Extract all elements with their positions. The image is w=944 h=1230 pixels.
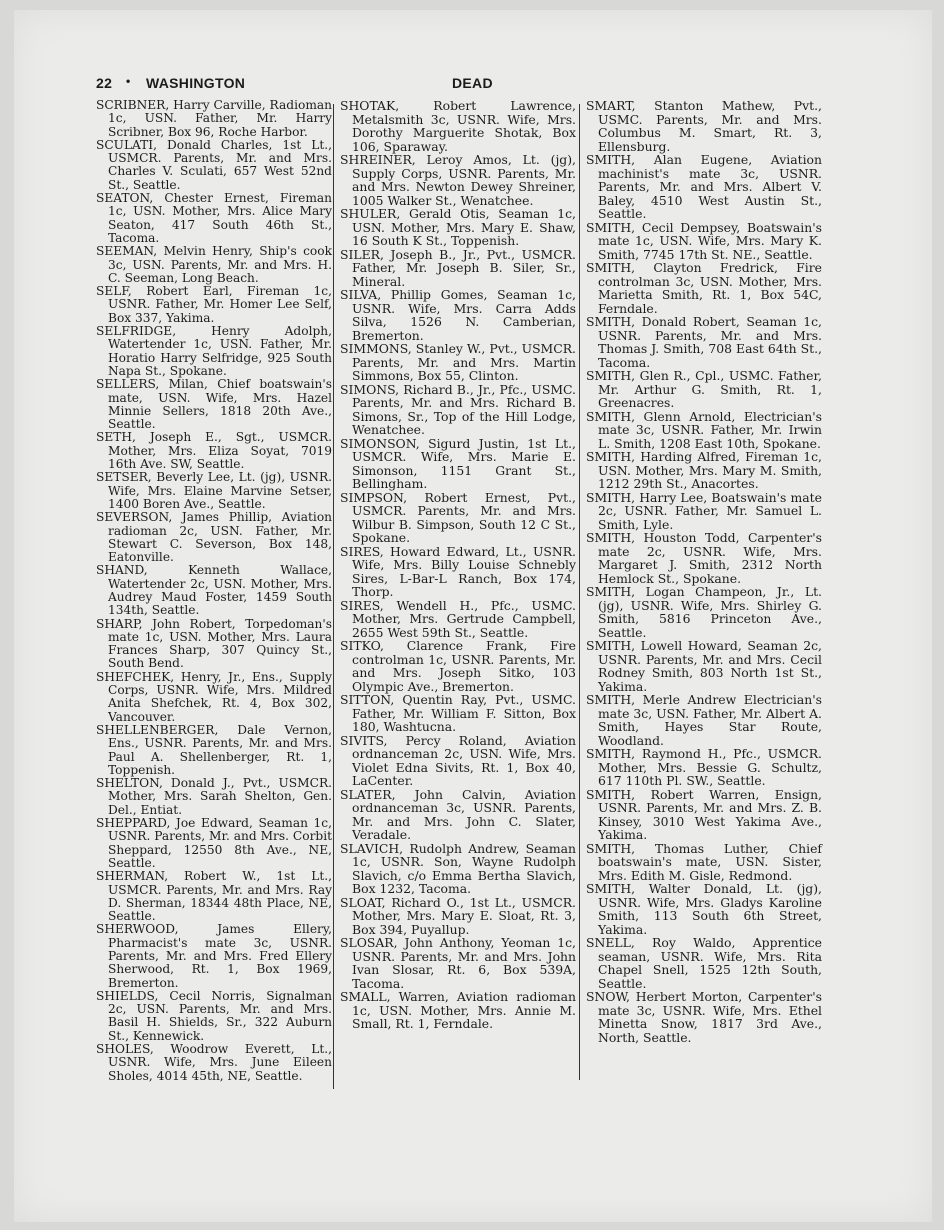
casualty-entry: SILVA, Phillip Gomes, Seaman 1c, USNR. Wife, Mrs. Carra Adds Silva, 1526 N. Camberian, Bremerton. (340, 287, 576, 343)
casualty-entry: SHERWOOD, James Ellery, Pharmacist's mate 3c, USNR. Parents, Mr. and Mrs. Fred Ellery Sherwood, Rt. 1, Box 1969, Bremerton. (96, 922, 332, 990)
casualty-entry: SHELTON, Donald J., Pvt., USMCR. Mother, Mrs. Sarah Shelton, Gen. Del., Entiat. (96, 776, 332, 817)
casualty-entry: SELLERS, Milan, Chief boatswain's mate, USN. Wife, Mrs. Hazel Minnie Sellers, 1818 20th Ave., Seattle. (96, 377, 332, 432)
casualty-entry: SIRES, Wendell H., Pfc., USMC. Mother, Mrs. Gertrude Campbell, 2655 West 59th St., Seattle. (340, 597, 576, 640)
page-header (96, 75, 836, 95)
casualty-entry: SNOW, Herbert Morton, Carpenter's mate 3c, USNR. Wife, Mrs. Ethel Minetta Snow, 1817 3rd Ave., North, Seattle. (586, 989, 822, 1045)
casualty-entry: SMITH, Raymond H., Pfc., USMCR. Mother, Mrs. Bessie G. Schultz, 617 110th Pl. SW., Seattle. (586, 746, 822, 788)
casualty-entry: SHARP, John Robert, Torpedoman's mate 1c, USN. Mother, Mrs. Laura Frances Sharp, 307 Quincy St., South Bend. (96, 616, 332, 671)
casualty-entry: SETH, Joseph E., Sgt., USMCR. Mother, Mrs. Eliza Soyat, 7019 16th Ave. SW, Seattle. (96, 430, 332, 472)
column-divider (333, 104, 334, 1089)
casualty-entry: SEATON, Chester Ernest, Fireman 1c, USN. Mother, Mrs. Alice Mary Seaton, 417 South 46th St., Tacoma. (96, 191, 332, 245)
casualty-entry: SMITH, Harry Lee, Boatswain's mate 2c, USNR. Father, Mr. Samuel L. Smith, Lyle. (586, 489, 822, 532)
column-3 (586, 99, 822, 1044)
casualty-entry: SHULER, Gerald Otis, Seaman 1c, USN. Mother, Mrs. Mary E. Shaw, 16 South K St., Toppenish. (340, 206, 576, 248)
casualty-entry: SHELLENBERGER, Dale Vernon, Ens., USNR. Parents, Mr. and Mrs. Paul A. Shellenberger, Rt. 1, Toppenish. (96, 722, 332, 777)
casualty-entry: SMITH, Logan Champeon, Jr., Lt. (jg), USNR. Wife, Mrs. Shirley G. Smith, 5816 Princeton Ave., Seattle. (586, 584, 822, 640)
casualty-entry: SMITH, Glen R., Cpl., USMC. Father, Mr. Arthur G. Smith, Rt. 1, Greenacres. (586, 368, 822, 410)
section-title: DEAD (452, 75, 493, 91)
casualty-entry: SMALL, Warren, Aviation radioman 1c, USN. Mother, Mrs. Annie M. Small, Rt. 1, Ferndale. (340, 989, 576, 1031)
casualty-entry: SHOTAK, Robert Lawrence, Metalsmith 3c, USNR. Wife, Mrs. Dorothy Marguerite Shotak, Box 106, Sparaway. (340, 98, 576, 154)
casualty-entry: SEVERSON, James Phillip, Aviation radioman 2c, USN. Father, Mr. Stewart C. Severson, Box 148, Eatonville. (96, 510, 332, 565)
column-2 (340, 99, 576, 1031)
casualty-entry: SMITH, Harding Alfred, Fireman 1c, USN. Mother, Mrs. Mary M. Smith, 1212 29th St., Anacortes. (586, 449, 822, 491)
casualty-entry: SMITH, Donald Robert, Seaman 1c, USNR. Parents, Mr. and Mrs. Thomas J. Smith, 708 East 64th St., Tacoma. (586, 314, 822, 370)
header-bullet: • (126, 74, 131, 88)
column-divider (579, 104, 580, 1080)
casualty-entry: SIMMONS, Stanley W., Pvt., USMCR. Parents, Mr. and Mrs. Martin Simmons, Box 55, Clinton. (340, 341, 576, 383)
casualty-entry: SITTON, Quentin Ray, Pvt., USMC. Father, Mr. William F. Sitton, Box 180, Washtucna. (340, 692, 576, 734)
casualty-entry: SIMONSON, Sigurd Justin, 1st Lt., USMCR. Wife, Mrs. Marie E. Simonson, 1151 Grant St., Bellingham. (340, 435, 576, 491)
casualty-entry: SELF, Robert Earl, Fireman 1c, USNR. Father, Mr. Homer Lee Self, Box 337, Yakima. (96, 284, 332, 325)
casualty-entry: SIMONS, Richard B., Jr., Pfc., USMC. Parents, Mr. and Mrs. Richard B. Simons, Sr., Top of the Hill Lodge, Wenatchee. (340, 381, 576, 437)
casualty-entry: SCULATI, Donald Charles, 1st Lt., USMCR. Parents, Mr. and Mrs. Charles V. Sculati, 657 West 52nd St., Seattle. (96, 137, 332, 192)
casualty-entry: SHIELDS, Cecil Norris, Signalman 2c, USN. Parents, Mr. and Mrs. Basil H. Shields, Sr., 322 Auburn St., Kennewick. (96, 988, 332, 1043)
casualty-entry: SMITH, Clayton Fredrick, Fire controlman 3c, USN. Mother, Mrs. Marietta Smith, Rt. 1, Box 54C, Ferndale. (586, 260, 822, 316)
casualty-entry: SLAVICH, Rudolph Andrew, Seaman 1c, USNR. Son, Wayne Rudolph Slavich, c/o Emma Bertha Slavich, Box 1232, Tacoma. (340, 840, 576, 896)
casualty-entry: SIMPSON, Robert Ernest, Pvt., USMCR. Parents, Mr. and Mrs. Wilbur B. Simpson, South 12 C St., Spokane. (340, 489, 576, 545)
state-name: WASHINGTON (146, 75, 246, 91)
casualty-entry: SHERMAN, Robert W., 1st Lt., USMCR. Parents, Mr. and Mrs. Ray D. Sherman, 18344 48th Place, NE, Seattle. (96, 869, 332, 924)
casualty-entry: SNELL, Roy Waldo, Apprentice seaman, USNR. Wife, Mrs. Rita Chapel Snell, 1525 12th South, Seattle. (586, 935, 822, 991)
column-1 (96, 99, 332, 1083)
casualty-entry: SMITH, Walter Donald, Lt. (jg), USNR. Wife, Mrs. Gladys Karoline Smith, 113 South 6th Street, Yakima. (586, 881, 822, 937)
casualty-entry: SMITH, Glenn Arnold, Electrician's mate 3c, USNR. Father, Mr. Irwin L. Smith, 1208 East 10th, Spokane. (586, 408, 822, 451)
casualty-entry: SHAND, Kenneth Wallace, Watertender 2c, USN. Mother, Mrs. Audrey Maud Foster, 1459 South 134th, Seattle. (96, 563, 332, 618)
casualty-entry: SHREINER, Leroy Amos, Lt. (jg), Supply Corps, USNR. Parents, Mr. and Mrs. Newton Dewey Shreiner, 1005 Walker St., Wenatchee. (340, 152, 576, 208)
casualty-entry: SMITH, Alan Eugene, Aviation machinist's mate 3c, USNR. Parents, Mr. and Mrs. Albert V. Baley, 4510 West Austin St., Seattle. (586, 152, 822, 221)
casualty-entry: SILER, Joseph B., Jr., Pvt., USMCR. Father, Mr. Joseph B. Siler, Sr., Mineral. (340, 246, 576, 289)
casualty-entry: SMART, Stanton Mathew, Pvt., USMC. Parents, Mr. and Mrs. Columbus M. Smart, Rt. 3, Ellensburg. (586, 98, 822, 154)
casualty-entry: SIRES, Howard Edward, Lt., USNR. Wife, Mrs. Billy Louise Schnebly Sires, L-Bar-L Ranch, Box 174, Thorp. (340, 543, 576, 599)
casualty-entry: SHEPPARD, Joe Edward, Seaman 1c, USNR. Parents, Mr. and Mrs. Corbit Sheppard, 12550 8th Ave., NE, Seattle. (96, 816, 332, 870)
casualty-entry: SCRIBNER, Harry Carville, Radioman 1c, USN. Father, Mr. Harry Scribner, Box 96, Roche Harbor. (96, 98, 332, 139)
casualty-entry: SIVITS, Percy Roland, Aviation ordnanceman 2c, USN. Wife, Mrs. Violet Edna Sivits, Rt. 1, Box 40, LaCenter. (340, 732, 576, 788)
casualty-entry: SLOAT, Richard O., 1st Lt., USMCR. Mother, Mrs. Mary E. Sloat, Rt. 3, Box 394, Puyallup. (340, 894, 576, 937)
casualty-entry: SMITH, Thomas Luther, Chief boatswain's mate, USN. Sister, Mrs. Edith M. Gisle, Redmond. (586, 840, 822, 883)
casualty-entry: SETSER, Beverly Lee, Lt. (jg), USNR. Wife, Mrs. Elaine Marvine Setser, 1400 Boren Ave., Seattle. (96, 470, 332, 511)
casualty-entry: SLATER, John Calvin, Aviation ordnanceman 3c, USNR. Parents, Mr. and Mrs. John C. Slater, Veradale. (340, 786, 576, 842)
casualty-entry: SHOLES, Woodrow Everett, Lt., USNR. Wife, Mrs. June Eileen Sholes, 4014 45th, NE, Seattle. (96, 1042, 332, 1083)
casualty-entry: SMITH, Cecil Dempsey, Boatswain's mate 1c, USN. Wife, Mrs. Mary K. Smith, 7745 17th St. NE., Seattle. (586, 219, 822, 262)
casualty-entry: SHEFCHEK, Henry, Jr., Ens., Supply Corps, USNR. Wife, Mrs. Mildred Anita Shefchek, Rt. 4, Box 302, Vancouver. (96, 669, 332, 724)
casualty-entry: SELFRIDGE, Henry Adolph, Watertender 1c, USN. Father, Mr. Horatio Harry Selfridge, 925 South Napa St., Spokane. (96, 324, 332, 378)
casualty-entry: SMITH, Merle Andrew Electrician's mate 3c, USN. Father, Mr. Albert A. Smith, Hayes Star Route, Woodland. (586, 692, 822, 748)
page-number: 22 (96, 75, 113, 91)
casualty-entry: SEEMAN, Melvin Henry, Ship's cook 3c, USN. Parents, Mr. and Mrs. H. C. Seeman, Long Beach. (96, 244, 332, 285)
casualty-entry: SITKO, Clarence Frank, Fire controlman 1c, USNR. Parents, Mr. and Mrs. Joseph Sitko, 103 Olympic Ave., Bremerton. (340, 638, 576, 694)
casualty-entry: SMITH, Lowell Howard, Seaman 2c, USNR. Parents, Mr. and Mrs. Cecil Rodney Smith, 803 North 1st St., Yakima. (586, 638, 822, 694)
casualty-entry: SLOSAR, John Anthony, Yeoman 1c, USNR. Parents, Mr. and Mrs. John Ivan Slosar, Rt. 6, Box 539A, Tacoma. (340, 935, 576, 991)
casualty-entry: SMITH, Robert Warren, Ensign, USNR. Parents, Mr. and Mrs. Z. B. Kinsey, 3010 West Yakima Ave., Yakima. (586, 786, 822, 842)
casualty-entry: SMITH, Houston Todd, Carpenter's mate 2c, USNR. Wife, Mrs. Margaret J. Smith, 2312 North Hemlock St., Spokane. (586, 530, 822, 586)
